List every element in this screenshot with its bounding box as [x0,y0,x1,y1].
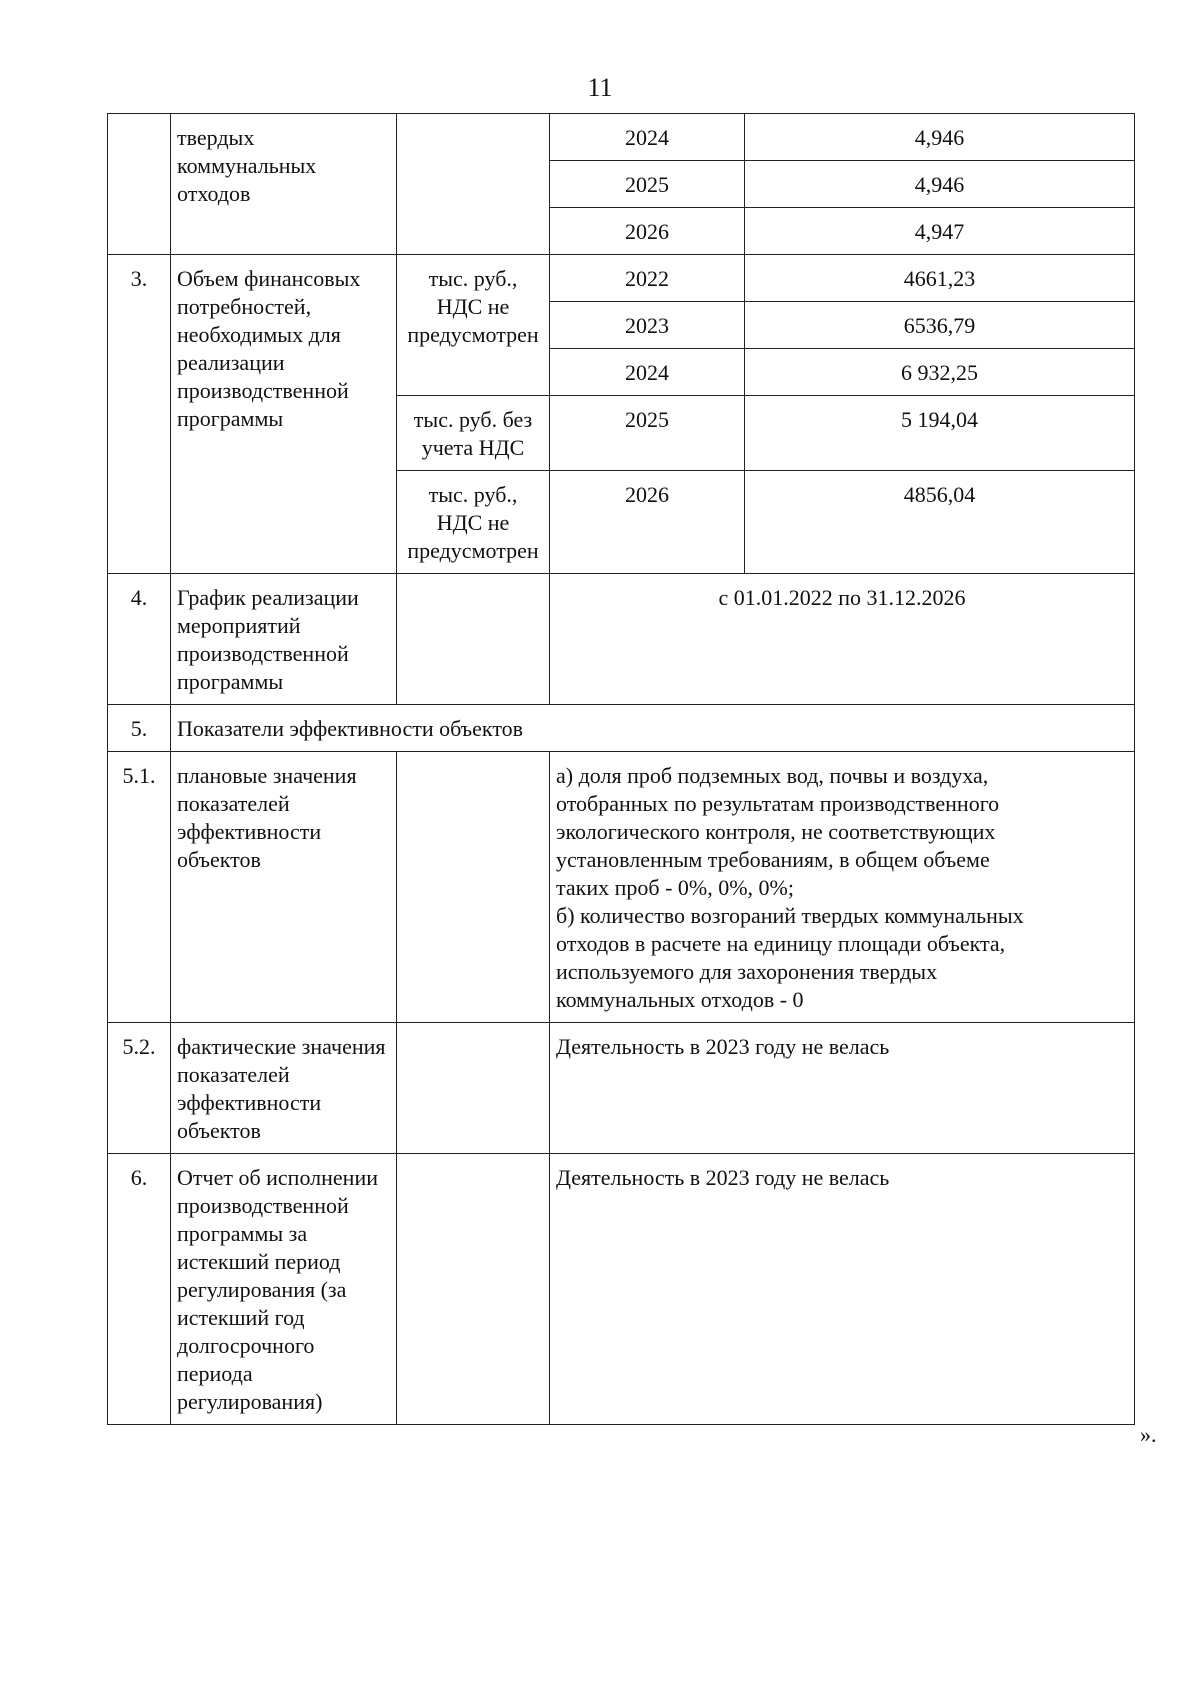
row-number: 5.1. [108,752,171,1023]
year-cell: 2023 [550,302,745,349]
year-cell: 2024 [550,349,745,396]
value-cell: 4,946 [745,114,1135,161]
value-cell: 4856,04 [745,471,1135,574]
value-cell: 4661,23 [745,255,1135,302]
unit-cell [397,574,550,705]
unit-label: тыс. руб., НДС не предусмотрен [407,266,539,347]
unit-cell [397,114,550,255]
unit-label: тыс. руб. без учета НДС [413,407,533,460]
production-program-table [107,113,1135,1425]
unit-cell [397,1023,550,1154]
row-number: 3. [108,255,171,574]
row-name: Отчет об исполнении производственной программы за истекший период регулирования (за истекший год долгосрочного периода регулирования) [177,1165,378,1414]
table-row [108,1023,1135,1154]
table-row [108,574,1135,705]
report-text: Деятельность в 2023 году не велась [550,1154,1135,1425]
value-cell: 4,946 [745,161,1135,208]
unit-cell [397,752,550,1023]
row-name-cell [171,255,397,574]
table-row [108,752,1135,1023]
planned-values-cell [550,752,1135,1023]
closing-quote-mark: ». [1140,1422,1157,1447]
unit-cell [397,1154,550,1425]
row-name-cell [171,1154,397,1425]
actual-values-text: Деятельность в 2023 году не велась [550,1023,1135,1154]
year-cell: 2026 [550,471,745,574]
unit-cell [397,255,550,396]
year-cell: 2026 [550,208,745,255]
value-cell: 4,947 [745,208,1135,255]
row-name: Объем финансовых потребностей, необходимых для реализации производственной программы [177,266,361,431]
row-name: твердых коммунальных отходов [177,125,317,206]
row-name-cell [171,114,397,255]
table-row [108,705,1135,752]
value-cell: 6536,79 [745,302,1135,349]
row-number-cell [108,114,171,255]
schedule-value: с 01.01.2022 по 31.12.2026 [550,574,1135,705]
year-cell: 2025 [550,396,745,471]
row-name-cell [171,752,397,1023]
row-name-cell [171,574,397,705]
table-row [108,1154,1135,1425]
year-cell: 2024 [550,114,745,161]
row-name: фактические значения показателей эффективности объектов [177,1034,386,1143]
planned-values-text: а) доля проб подземных вод, почвы и воздуха, отобранных по результатам производственного экологического контроля, не соответствующих установленным требованиям, в общем объеме таких проб - 0%, 0%, 0%; б) количество возгораний твердых коммунальных отходов в расчете на единицу площади объекта, используемого для захоронения твердых коммунальных отходов - 0 [556,763,1024,1012]
row-number: 4. [108,574,171,705]
unit-label: тыс. руб., НДС не предусмотрен [407,482,539,563]
unit-cell [397,471,550,574]
row-name-cell [171,1023,397,1154]
value-cell: 5 194,04 [745,396,1135,471]
year-cell: 2022 [550,255,745,302]
row-number: 5.2. [108,1023,171,1154]
row-number: 6. [108,1154,171,1425]
row-number: 5. [108,705,171,752]
row-name: плановые значения показателей эффективности объектов [177,763,357,872]
table-row [108,255,1135,302]
year-cell: 2025 [550,161,745,208]
value-cell: 6 932,25 [745,349,1135,396]
page-number: 11 [587,73,613,102]
section-title: Показатели эффективности объектов [171,705,1135,752]
unit-cell [397,396,550,471]
row-name: График реализации мероприятий производственной программы [177,585,359,694]
table-row [108,114,1135,161]
